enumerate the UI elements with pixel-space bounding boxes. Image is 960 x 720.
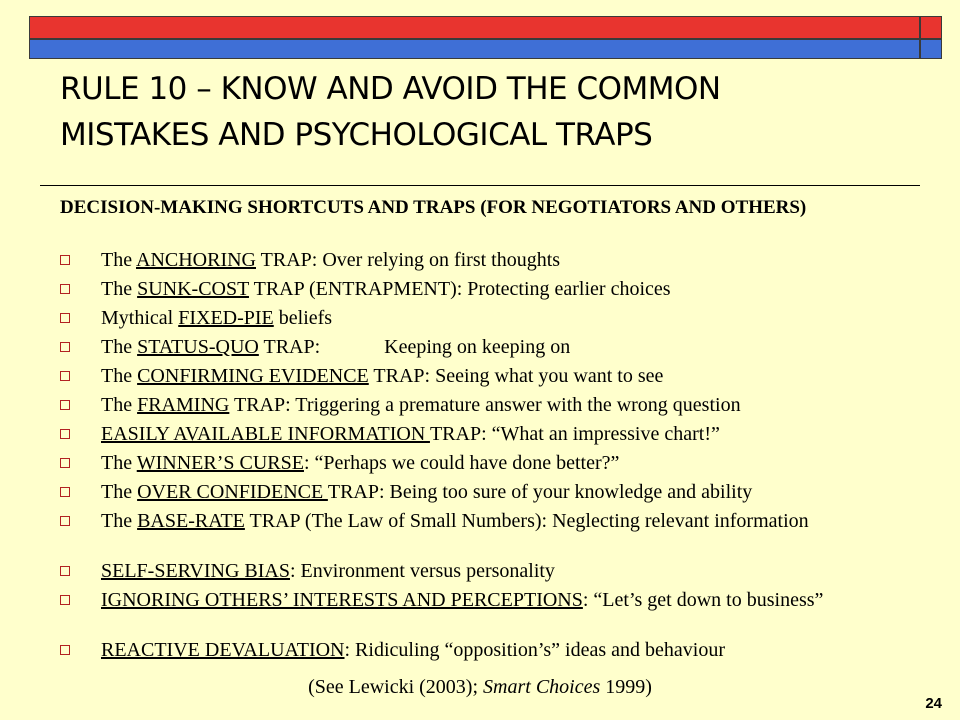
header-bar-red <box>29 16 920 39</box>
bullet-icon <box>60 487 70 497</box>
list-item: The FRAMING TRAP: Triggering a premature answer with the wrong question <box>101 394 741 416</box>
bullet-icon <box>60 645 70 655</box>
list-item: The ANCHORING TRAP: Over relying on first thoughts <box>101 249 561 271</box>
bullet-icon <box>60 595 70 605</box>
bullet-icon <box>60 516 70 526</box>
header-square-red <box>920 16 942 39</box>
list-item: The CONFIRMING EVIDENCE TRAP: Seeing what you want to see <box>101 365 664 387</box>
bullet-icon <box>60 458 70 468</box>
header-square-blue <box>920 39 942 59</box>
bullet-icon <box>60 566 70 576</box>
list-item: IGNORING OTHERS’ INTERESTS AND PERCEPTIONS: “Let’s get down to business” <box>101 589 824 611</box>
bullet-icon <box>60 255 70 265</box>
bullet-icon <box>60 313 70 323</box>
bullet-icon <box>60 371 70 381</box>
list-item: The BASE-RATE TRAP (The Law of Small Numbers): Neglecting relevant information <box>101 510 809 532</box>
bullet-icon <box>60 284 70 294</box>
citation: (See Lewicki (2003); Smart Choices 1999) <box>308 676 652 698</box>
section-heading: DECISION-MAKING SHORTCUTS AND TRAPS (FOR NEGOTIATORS AND OTHERS) <box>60 197 807 218</box>
list-item: The WINNER’S CURSE: “Perhaps we could have done better?” <box>101 452 620 474</box>
title-line-2: MISTAKES AND PSYCHOLOGICAL TRAPS <box>60 117 653 153</box>
title-divider <box>40 185 920 186</box>
title-line-1: RULE 10 – KNOW AND AVOID THE COMMON <box>60 71 721 107</box>
header-bar-blue <box>29 39 920 59</box>
slide-title <box>60 66 920 158</box>
list-item: The STATUS-QUO TRAP: Keeping on keeping on <box>101 336 571 358</box>
bullet-icon <box>60 342 70 352</box>
list-item: Mythical FIXED-PIE beliefs <box>101 307 333 329</box>
list-item: The SUNK-COST TRAP (ENTRAPMENT): Protecting earlier choices <box>101 278 671 300</box>
list-item: REACTIVE DEVALUATION: Ridiculing “opposition’s” ideas and behaviour <box>101 639 725 661</box>
list-item: SELF-SERVING BIAS: Environment versus personality <box>101 560 555 582</box>
list-item: EASILY AVAILABLE INFORMATION TRAP: “What an impressive chart!” <box>101 423 720 445</box>
page-number: 24 <box>925 695 942 712</box>
bullet-icon <box>60 400 70 410</box>
bullet-icon <box>60 429 70 439</box>
list-item: The OVER CONFIDENCE TRAP: Being too sure of your knowledge and ability <box>101 481 753 503</box>
